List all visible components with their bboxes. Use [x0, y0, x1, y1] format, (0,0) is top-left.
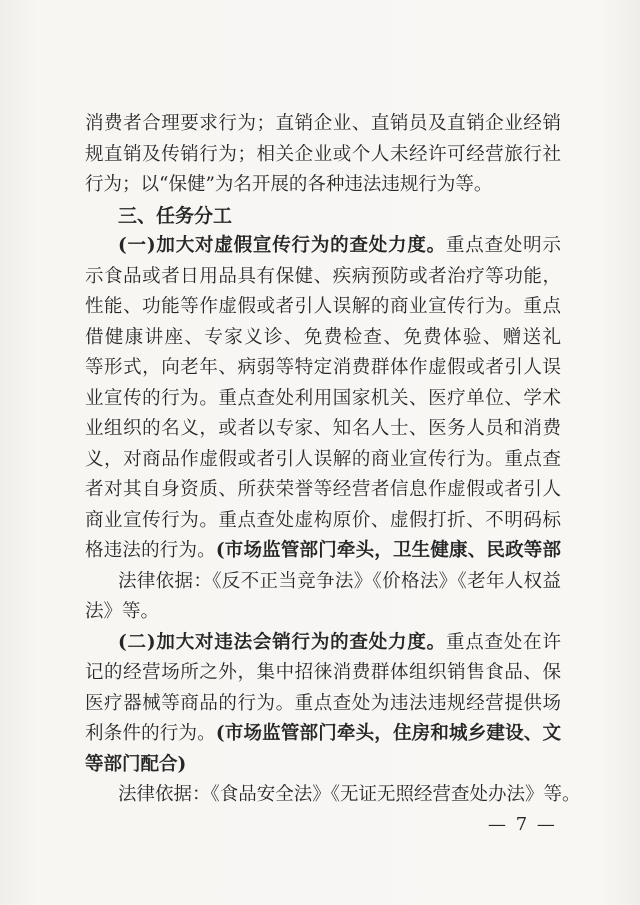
text-line	[85, 170, 561, 201]
text-segment: 法律依据：《食品安全法》《无证无照经营查处办法》等。	[118, 784, 581, 805]
bold-text: 等部门配合)	[85, 753, 187, 775]
text-line	[85, 750, 561, 781]
text-line	[85, 262, 561, 293]
text-line	[85, 414, 561, 445]
text-segment: 业组织的名义，或者以专家、知名人士、医务人员和消费	[85, 418, 561, 439]
text-segment: 法》等。	[85, 601, 160, 622]
text-segment: 重点查处明示	[445, 235, 561, 256]
text-line	[85, 445, 561, 476]
text-line	[85, 140, 561, 171]
text-line	[85, 109, 561, 140]
text-line	[85, 628, 561, 659]
text-segment: 格违法的行为。	[85, 540, 216, 561]
text-line	[85, 719, 561, 750]
text-segment: 商业宣传行为。重点查处虚构原价、虚假打折、不明码标	[85, 509, 561, 531]
text-line	[85, 689, 561, 720]
text-segment: 法律依据：《反不正当竞争法》《价格法》《老年人权益	[118, 570, 561, 592]
text-segment: 消费者合理要求行为；直销企业、直销员及直销企业经销	[85, 113, 561, 134]
text-segment: 者对其自身资质、所获荣誉等经营者信息作虚假或者引人	[85, 479, 561, 500]
text-segment: 行为；以“保健”为名开展的各种违法违规行为等。	[85, 174, 493, 195]
text-segment: 医疗器械等商品的行为。重点查处为违法违规经营提供场	[85, 692, 561, 714]
text-segment: 利条件的行为。	[85, 723, 216, 744]
page-number: — 7 —	[488, 814, 557, 835]
text-line	[85, 780, 581, 811]
text-segment: 重点查处在许	[445, 631, 561, 653]
bold-text: (一)加大对虚假宣传行为的查处力度。	[118, 235, 446, 256]
text-segment: 规直销及传销行为；相关企业或个人未经许可经营旅行社	[85, 143, 561, 165]
text-line	[85, 384, 561, 415]
bold-text: (二)加大对违法会销行为的查处力度。	[118, 631, 446, 653]
text-line	[85, 597, 561, 628]
text-line	[85, 292, 561, 323]
text-line	[85, 567, 561, 598]
text-line	[85, 353, 561, 384]
text-line	[85, 231, 561, 262]
text-line	[85, 506, 561, 537]
text-segment: 等形式，向老年、病弱等特定消费群体作虚假或者引人误	[85, 357, 561, 378]
bold-text: (市场监管部门牵头，卫生健康、民政等部	[215, 540, 561, 561]
text-segment: 义，对商品作虚假或者引人误解的商业宣传行为。重点查	[85, 448, 561, 470]
text-segment: 借健康讲座、专家义诊、免费检查、免费体验、赠送礼	[85, 326, 561, 348]
section-heading	[85, 201, 561, 232]
bold-text: (市场监管部门牵头，住房和城乡建设、文	[215, 723, 561, 744]
document-body	[85, 109, 581, 811]
text-segment: 记的经营场所之外，集中招徕消费群体组织销售食品、保	[85, 662, 561, 683]
text-segment: 业宣传的行为。重点查处利用国家机关、医疗单位、学术	[85, 387, 561, 409]
text-segment: 示食品或者日用品具有保健、疾病预防或者治疗等功能，	[85, 265, 561, 287]
text-line	[85, 658, 561, 689]
text-line	[85, 323, 561, 354]
text-line	[85, 536, 561, 567]
text-segment: 性能、功能等作虚假或者引人误解的商业宣传行为。重点	[85, 296, 561, 317]
text-line	[85, 475, 561, 506]
bold-text: 三、任务分工	[118, 204, 233, 227]
